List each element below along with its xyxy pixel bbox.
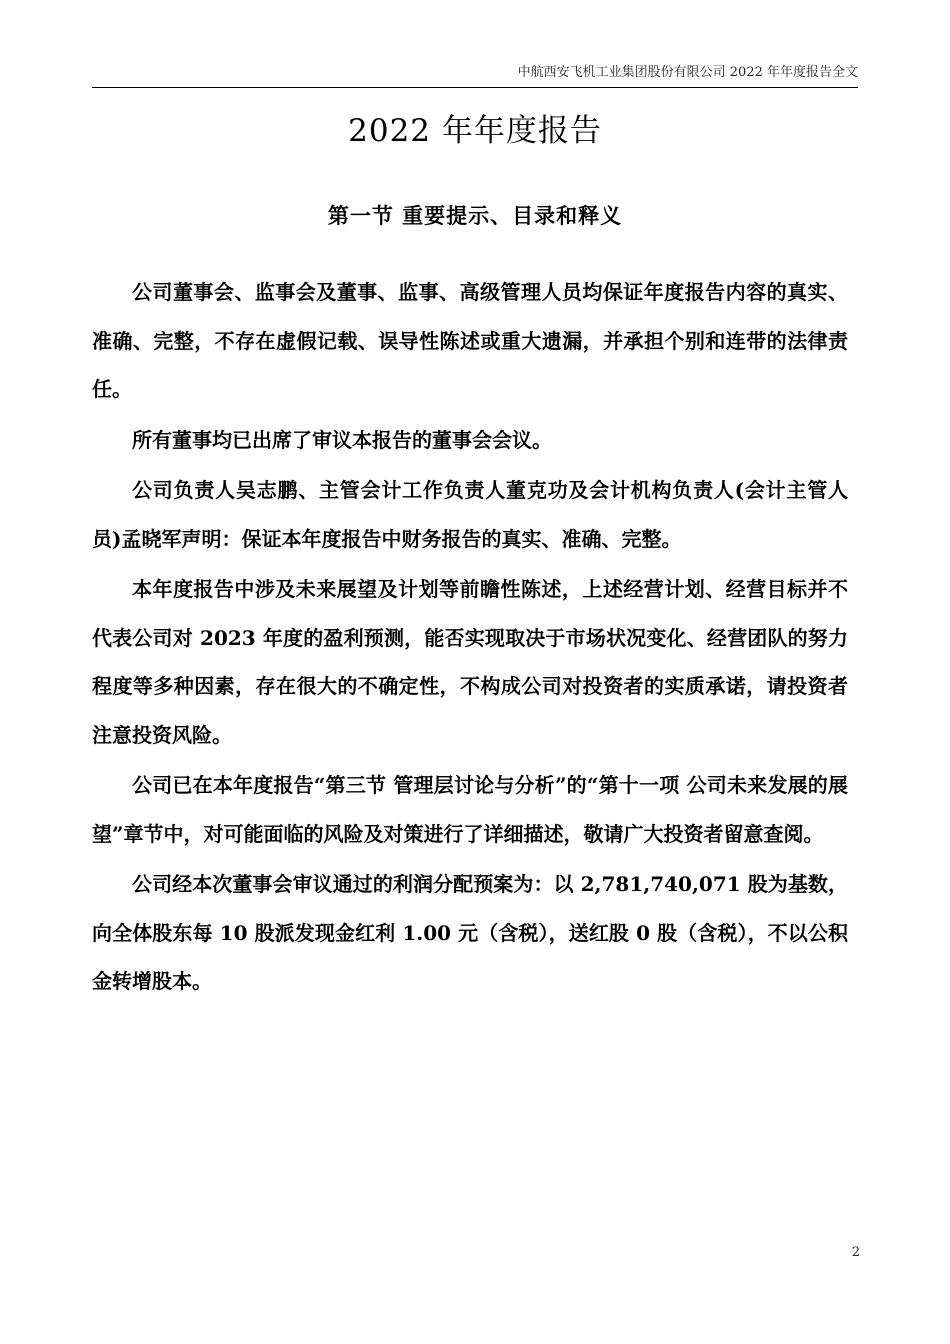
section-heading: 第一节 重要提示、目录和释义 <box>327 203 623 228</box>
body-text <box>92 268 848 1008</box>
header-divider <box>92 87 858 88</box>
paragraph-profit-distribution: 公司经本次董事会审议通过的利润分配预案为：以 2,781,740,071 股为基数，向全体股东每 10 股派发现金红利 1.00 元（含税），送红股 0 股（含税），不以公积金转增股本。 <box>92 872 848 993</box>
document-title: 2022 年年度报告 <box>348 113 602 149</box>
paragraph-board-guarantee: 公司董事会、监事会及董事、监事、高级管理人员均保证年度报告内容的真实、准确、完整，不存在虚假记载、误导性陈述或重大遗漏，并承担个别和连带的法律责任。 <box>92 280 848 401</box>
running-header: 中航西安飞机工业集团股份有限公司 2022 年年度报告全文 <box>517 65 858 80</box>
paragraph-responsible-persons-statement: 公司负责人吴志鹏、主管会计工作负责人董克功及会计机构负责人(会计主管人员)孟晓军声明：保证本年度报告中财务报告的真实、准确、完整。 <box>92 478 848 551</box>
paragraph-directors-attendance: 所有董事均已出席了审议本报告的董事会会议。 <box>132 427 552 452</box>
paragraph-risk-reference: 公司已在本年度报告“第三节 管理层讨论与分析”的“第十一项 公司未来发展的展望”章节中，对可能面临的风险及对策进行了详细描述，敬请广大投资者留意查阅。 <box>92 773 848 846</box>
paragraph-forward-looking-statement: 本年度报告中涉及未来展望及计划等前瞻性陈述，上述经营计划、经营目标并不代表公司对 2023 年度的盈利预测，能否实现取决于市场状况变化、经营团队的努力程度等多种因素，存在很大的不确定性，不构成公司对投资者的实质承诺，请投资者注意投资风险。 <box>92 577 848 747</box>
page-number: 2 <box>851 1245 860 1260</box>
